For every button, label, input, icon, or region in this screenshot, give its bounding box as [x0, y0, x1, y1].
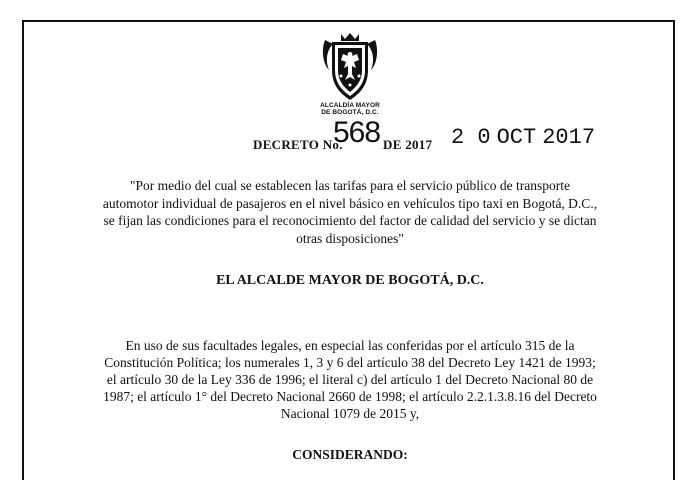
powers-line: Nacional 1079 de 2015 y, [280, 406, 420, 421]
title-line: se fijan las condiciones para el reconocimiento del factor de calidad del servicio y se dictan [103, 213, 597, 228]
decree-number: 568 [333, 116, 381, 149]
decree-date-day: 2 0 [451, 125, 491, 150]
title-line: "Por medio del cual se establecen las tarifas para el servicio público de transporte [130, 178, 570, 193]
decree-date-month: OCT [496, 125, 537, 150]
decree-date-year: 2017 [542, 125, 596, 150]
powers-line: el artículo 30 de la Ley 336 de 1996; el literal c) del artículo 1 del Decreto Nacional 80 de [106, 372, 594, 387]
decree-date-stamp [451, 125, 595, 150]
authority-name-line-2: DE BOGOTÁ, D.C. [321, 109, 379, 116]
powers-line: En uso de sus facultades legales, en especial las conferidas por el artículo 315 de la [125, 338, 575, 353]
title-line: automotor individual de pasajeros en el nivel básico en vehículos tipo taxi en Bogotá, D.C., [102, 195, 598, 211]
decree-identifier [0, 112, 700, 162]
legal-powers-paragraph [60, 337, 640, 422]
bogota-coat-of-arms-icon [319, 30, 381, 104]
title-line: otras disposiciones" [296, 230, 404, 246]
powers-line: 1987; el artículo 1° del Decreto Nacional 2660 de 1998; el artículo 2.2.1.3.8.16 del Decreto [103, 389, 597, 404]
issuer-heading: EL ALCALDE MAYOR DE BOGOTÁ, D.C. [216, 273, 484, 288]
section-heading-considerando: CONSIDERANDO: [292, 447, 408, 462]
decree-year-label: DE 2017 [383, 137, 433, 152]
decree-title [70, 177, 630, 247]
powers-line: Constitución Política; los numerales 1, 3 y 6 del artículo 38 del Decreto Ley 1421 de 1993; [104, 355, 596, 370]
authority-name-line-1: ALCALDÍA MAYOR [320, 102, 380, 109]
decree-label: DECRETO No. [253, 137, 343, 152]
